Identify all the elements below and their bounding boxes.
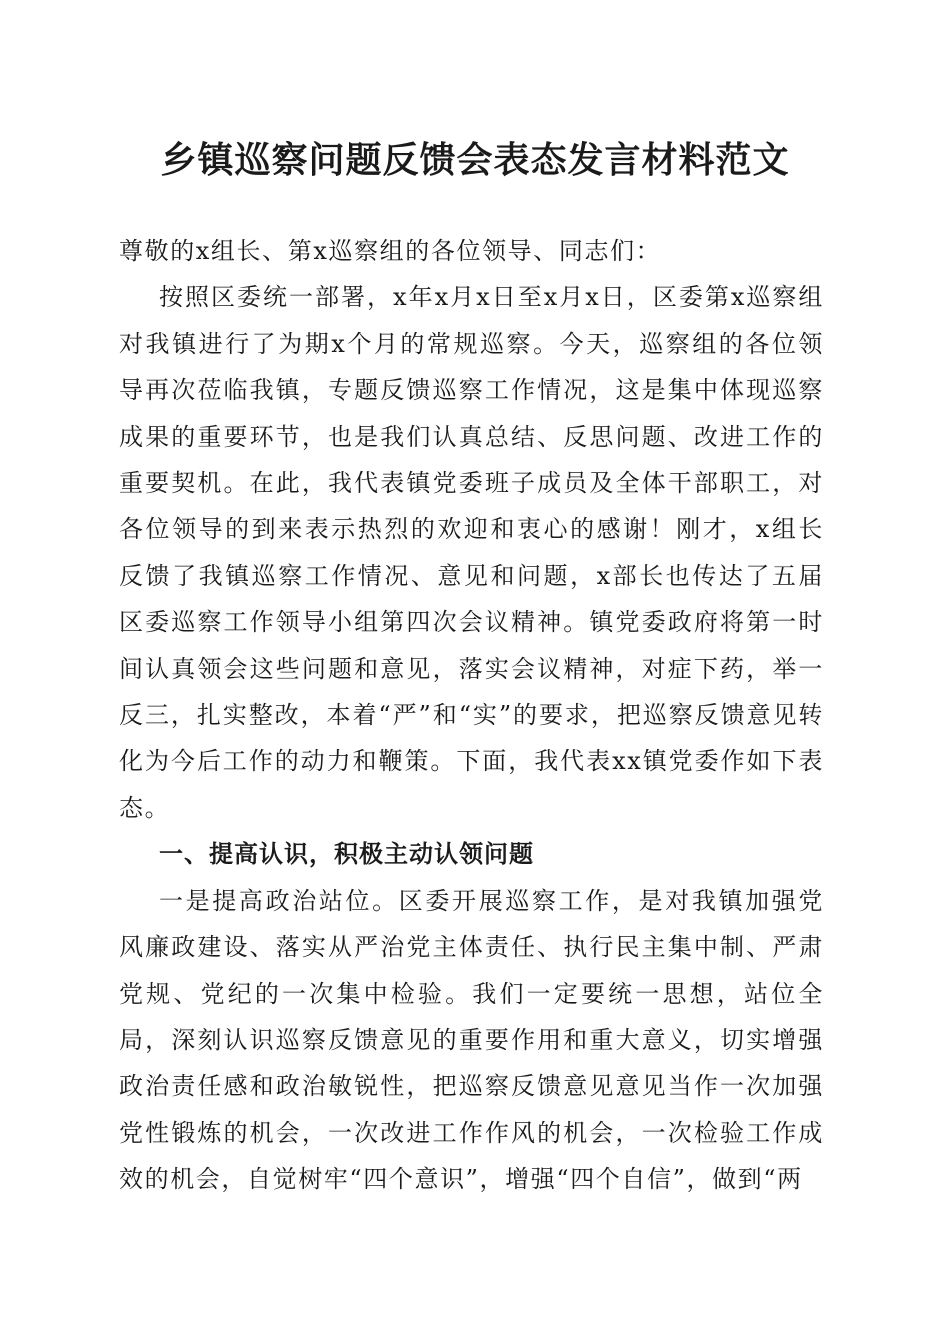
section-heading-1: 一、提高认识，积极主动认领问题 — [159, 840, 534, 869]
salutation: 尊敬的x组长、第x巡察组的各位领导、同志们： — [119, 237, 662, 265]
paragraph-political-stance: 一是提高政治站位。区委开展巡察工作，是对我镇加强党风廉政建设、落实从严治党主体责任、执行民主集中制、严肃党规、党纪的一次集中检验。我们一定要统一思想，站位全局，深刻认识巡察反馈意见的重要作用和重大意义，切实增强政治责任感和政治敏锐性，把巡察反馈意见意见当作一次加强党性锻炼的机会，一次改进工作作风的机会，一次检验工作成效的机会，自觉树牢“四个意识”，增强“四个自信”，做到“两 — [119, 886, 824, 1194]
paragraph-opening: 按照区委统一部署，x年x月x日至x月x日，区委第x巡察组对我镇进行了为期x个月的常规巡察。今天，巡察组的各位领导再次莅临我镇，专题反馈巡察工作情况，这是集中体现巡察成果的重要环节，也是我们认真总结、反思问题、改进工作的重要契机。在此，我代表镇党委班子成员及全体干部职工，对各位领导的到来表示热烈的欢迎和衷心的感谢！刚才，x组长反馈了我镇巡察工作情况、意见和问题，x部长也传达了五届区委巡察工作领导小组第四次会议精神。镇党委政府将第一时间认真领会这些问题和意见，落实会议精神，对症下药，举一反三，扎实整改，本着“严”和“实”的要求，把巡察反馈意见转化为今后工作的动力和鞭策。下面，我代表xx镇党委作如下表态。 — [119, 283, 824, 822]
document-title: 乡镇巡察问题反馈会表态发言材料范文 — [160, 139, 790, 181]
document-body — [119, 228, 824, 1203]
